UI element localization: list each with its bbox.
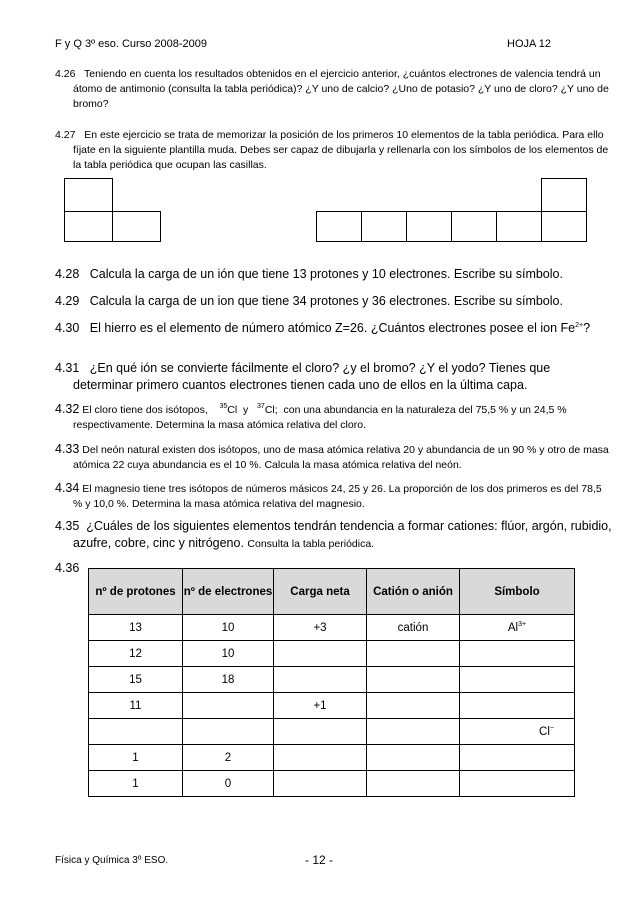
table-row [89,667,575,693]
template-cell [112,211,161,242]
charge-sup: − [549,724,554,732]
protons-cell: 11 [89,693,183,719]
protons-cell: 15 [89,667,183,693]
header-cation-anion: Catión o anión [367,569,460,615]
question-number: 4.33 [55,442,80,456]
isotope-symbol: Cl [227,404,238,416]
symbol-cell [460,771,575,797]
question-number: 4.32 [55,402,80,416]
charge-cell [274,641,367,667]
question-number: 4.31 [55,361,80,375]
protons-cell [89,719,183,745]
symbol: Al [507,621,519,634]
question-4-26 [55,67,613,112]
electrons-cell: 10 [183,641,274,667]
table-row [89,641,575,667]
question-4-35 [55,518,613,553]
template-cell [406,211,452,242]
footer-left: Física y Química 3º ESO. [55,855,169,866]
header-left: F y Q 3º eso. Curso 2008-2009 [55,38,207,50]
question-4-33 [55,441,613,473]
symbol-cell [460,641,575,667]
template-cell [541,178,587,212]
question-text: El magnesio tiene tres isótopos de números másicos 24, 25 y 26. La proporción de los dos primeros es del 78,5 % y 10,0 %. Determina la masa atómica relativa del magnesio. [73,483,602,510]
question-4-29 [55,293,595,310]
question-number: 4.30 [55,321,80,335]
type-cell [367,745,460,771]
template-cell [451,211,497,242]
question-4-28 [55,266,595,283]
type-cell [367,771,460,797]
table-header-row [89,569,575,615]
type-cell [367,667,460,693]
charge-cell [274,771,367,797]
question-text: Del neón natural existen dos isótopos, uno de masa atómica relativa 20 y abundancia de un 90 % y otro de masa atómica 22 cuya abundancia es el 10 %. Calcula la masa atómica relativa del neón. [73,444,609,471]
symbol: Cl [539,725,550,738]
isotope-symbol: Cl; [264,404,278,416]
question-number: 4.35 [55,519,80,533]
table-row [89,745,575,771]
template-cell [541,211,587,242]
ion-charge: 2+ [575,322,584,329]
charge-cell [274,667,367,693]
template-cell [64,178,113,212]
type-cell [367,641,460,667]
table-row [89,615,575,641]
isotope-mass: 35 [219,403,228,410]
question-end: ? [583,321,591,335]
protons-cell: 13 [89,615,183,641]
charge-sup: 3+ [518,620,527,628]
symbol-cell [460,745,575,771]
header-charge: Carga neta [274,569,367,615]
type-cell: catión [367,615,460,641]
charge-cell: +3 [274,615,367,641]
electrons-cell: 18 [183,667,274,693]
question-text: El cloro tiene dos isótopos, [82,404,208,416]
isotope-mass: 37 [257,403,265,410]
ion-table [88,568,575,797]
table-row [89,719,575,745]
symbol-cell [460,693,575,719]
symbol-cell [460,615,575,641]
question-number: 4.34 [55,481,80,495]
electrons-cell [183,719,274,745]
question-4-36-number: 4.36 [55,561,80,575]
protons-cell: 1 [89,771,183,797]
template-cell [361,211,407,242]
header-protons: nº de protones [89,569,183,615]
question-text: Calcula la carga de un ion que tiene 34 protones y 36 electrones. Escribe su símbolo. [89,294,563,308]
table-row [89,771,575,797]
question-text: Teniendo en cuenta los resultados obtenidos en el ejercicio anterior, ¿cuántos electrones de valencia tendrá un átomo de antimonio (consulta la tabla periódica)? ¿Y uno de calcio? ¿Uno de potasio? ¿Y uno de cloro? ¿Y uno de bromo? [73,68,609,110]
protons-cell: 12 [89,641,183,667]
question-text: ¿En qué ión se convierte fácilmente el cloro? ¿y el bromo? ¿Y el yodo? Tienes que determinar primero cuantos electrones tienen cada uno de ellos en la última capa. [73,361,551,392]
conjunction: y [243,404,249,416]
question-text: con una abundancia en la naturaleza del 75,5 % y un 24,5 % respectivamente. Determina la masa atómica relativa del cloro. [73,404,567,431]
question-text: ¿Cuáles de los siguientes elementos tendrán tendencia a formar cationes: flúor, argón, rubidio, azufre, cobre, cinc y nitrógeno. [73,519,612,550]
electrons-cell: 2 [183,745,274,771]
charge-cell [274,745,367,771]
question-4-31 [55,360,613,394]
table-row [89,693,575,719]
question-4-30 [55,320,595,337]
question-4-34 [55,480,613,512]
question-number: 4.27 [55,129,76,141]
template-cell [64,211,113,242]
header-right: HOJA 12 [507,38,552,50]
question-number: 4.29 [55,294,80,308]
type-cell [367,719,460,745]
question-text: Calcula la carga de un ión que tiene 13 protones y 10 electrones. Escribe su símbolo. [89,267,563,281]
header-electrons: nº de electrones [183,569,274,615]
charge-cell: +1 [274,693,367,719]
charge-cell [274,719,367,745]
electrons-cell: 0 [183,771,274,797]
protons-cell: 1 [89,745,183,771]
question-text: En este ejercicio se trata de memorizar la posición de los primeros 10 elementos de la tabla periódica. Para ello fíjate en la siguiente plantilla muda. Debes ser capaz de dibujarla y rellenarla con los símbolos de los elementos de la tabla periódica que ocupan las casillas. [73,129,609,171]
question-number: 4.26 [55,68,76,80]
symbol-cell [460,667,575,693]
type-cell [367,693,460,719]
question-text: El hierro es el elemento de número atómico Z=26. ¿Cuántos electrones posee el ion Fe [89,321,576,335]
question-4-27 [55,128,613,173]
symbol-cell [460,719,575,745]
header-symbol: Símbolo [460,569,575,615]
template-cell [316,211,362,242]
electrons-cell [183,693,274,719]
question-number: 4.28 [55,267,80,281]
question-note: Consulta la tabla periódica. [247,538,375,550]
question-4-32 [55,401,613,433]
electrons-cell: 10 [183,615,274,641]
footer-page-number: - 12 - [305,853,334,867]
template-cell [496,211,542,242]
